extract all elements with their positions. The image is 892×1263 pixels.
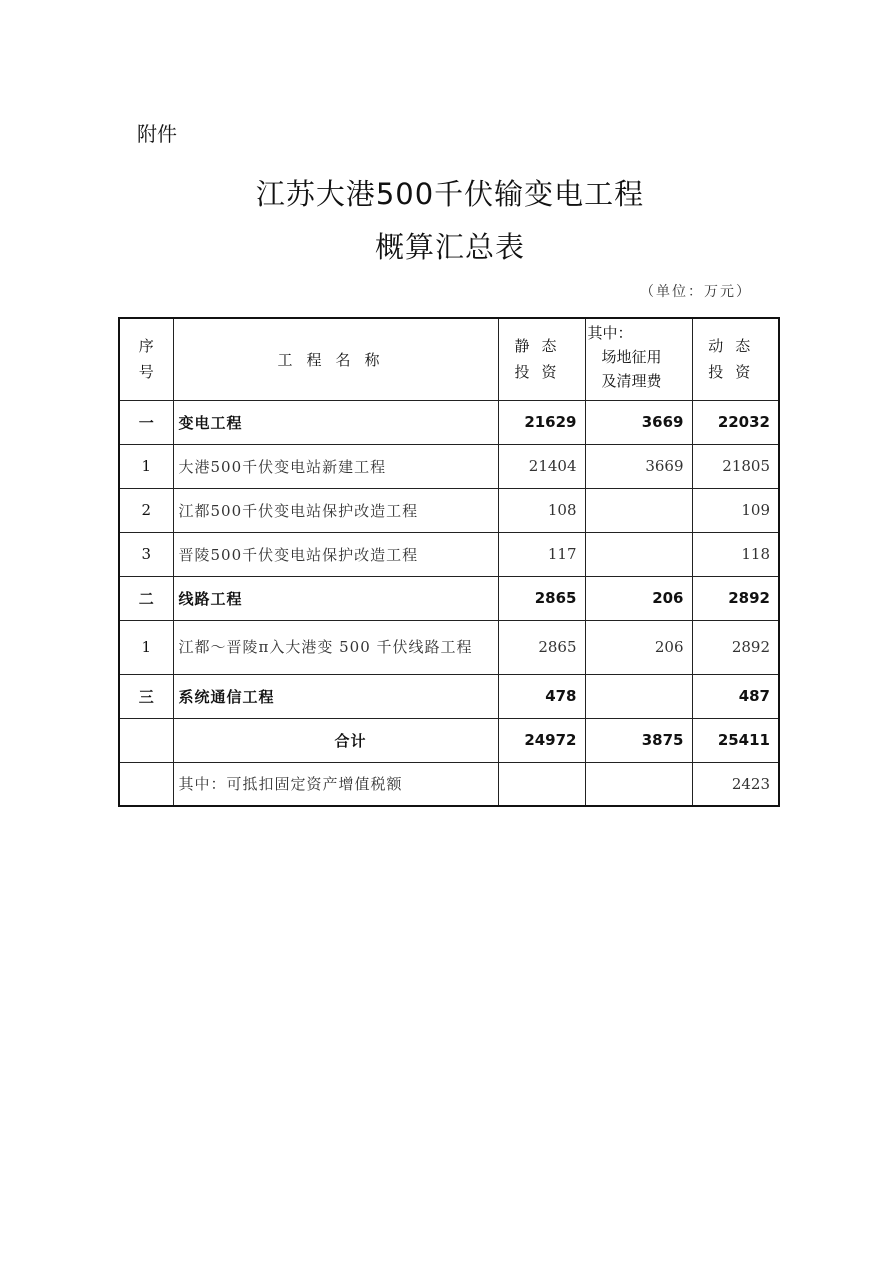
header-project-name: 工程名称	[173, 318, 498, 400]
row-land-cost: 3669	[585, 444, 692, 488]
table-row	[119, 488, 779, 532]
row-static-investment	[498, 762, 585, 806]
row-project-name: 大港500千伏变电站新建工程	[173, 444, 498, 488]
row-project-name: 变电工程	[173, 400, 498, 444]
row-land-cost: 3875	[585, 718, 692, 762]
row-project-name: 晋陵500千伏变电站保护改造工程	[173, 532, 498, 576]
row-serial: 二	[119, 576, 173, 620]
header-dynamic-investment: 动态 投资	[692, 318, 779, 400]
row-serial: 1	[119, 620, 173, 674]
row-static-investment: 108	[498, 488, 585, 532]
row-project-name: 江都～晋陵π入大港变 500 千伏线路工程	[173, 620, 498, 674]
header-serial-number: 序 号	[119, 318, 173, 400]
row-land-cost	[585, 488, 692, 532]
attachment-label: 附件	[137, 122, 177, 146]
table-row	[119, 674, 779, 718]
row-serial: 3	[119, 532, 173, 576]
document-title: 江苏大港500千伏输变电工程	[255, 177, 645, 211]
row-serial	[119, 718, 173, 762]
table-row	[119, 444, 779, 488]
row-land-cost: 3669	[585, 400, 692, 444]
row-serial: 1	[119, 444, 173, 488]
row-static-investment: 24972	[498, 718, 585, 762]
table-row	[119, 400, 779, 444]
table-row	[119, 576, 779, 620]
table-row	[119, 620, 779, 674]
row-static-investment: 117	[498, 532, 585, 576]
row-land-cost	[585, 674, 692, 718]
unit-note: （单位：万元）	[640, 284, 752, 300]
header-land-cost: 其中： 场地征用 及清理费	[585, 318, 692, 400]
row-static-investment: 2865	[498, 576, 585, 620]
table-row	[119, 762, 779, 806]
row-dynamic-investment: 2892	[692, 576, 779, 620]
row-dynamic-investment: 118	[692, 532, 779, 576]
row-land-cost	[585, 532, 692, 576]
row-dynamic-investment: 2892	[692, 620, 779, 674]
row-total-label: 合计	[173, 718, 498, 762]
row-land-cost	[585, 762, 692, 806]
table-row	[119, 532, 779, 576]
row-serial	[119, 762, 173, 806]
row-static-investment: 21404	[498, 444, 585, 488]
row-dynamic-investment: 487	[692, 674, 779, 718]
table-total-row	[119, 718, 779, 762]
row-dynamic-investment: 25411	[692, 718, 779, 762]
budget-summary-table	[118, 317, 780, 807]
row-land-cost: 206	[585, 620, 692, 674]
row-static-investment: 2865	[498, 620, 585, 674]
table-header-row	[119, 318, 779, 400]
row-static-investment: 21629	[498, 400, 585, 444]
row-dynamic-investment: 109	[692, 488, 779, 532]
row-static-investment: 478	[498, 674, 585, 718]
row-dynamic-investment: 2423	[692, 762, 779, 806]
header-static-investment: 静态 投资	[498, 318, 585, 400]
row-project-name: 线路工程	[173, 576, 498, 620]
document-subtitle: 概算汇总表	[374, 230, 525, 264]
row-dynamic-investment: 22032	[692, 400, 779, 444]
row-serial: 三	[119, 674, 173, 718]
row-land-cost: 206	[585, 576, 692, 620]
row-serial: 一	[119, 400, 173, 444]
row-serial: 2	[119, 488, 173, 532]
row-dynamic-investment: 21805	[692, 444, 779, 488]
row-project-name: 江都500千伏变电站保护改造工程	[173, 488, 498, 532]
row-project-name: 其中：可抵扣固定资产增值税额	[173, 762, 498, 806]
row-project-name: 系统通信工程	[173, 674, 498, 718]
